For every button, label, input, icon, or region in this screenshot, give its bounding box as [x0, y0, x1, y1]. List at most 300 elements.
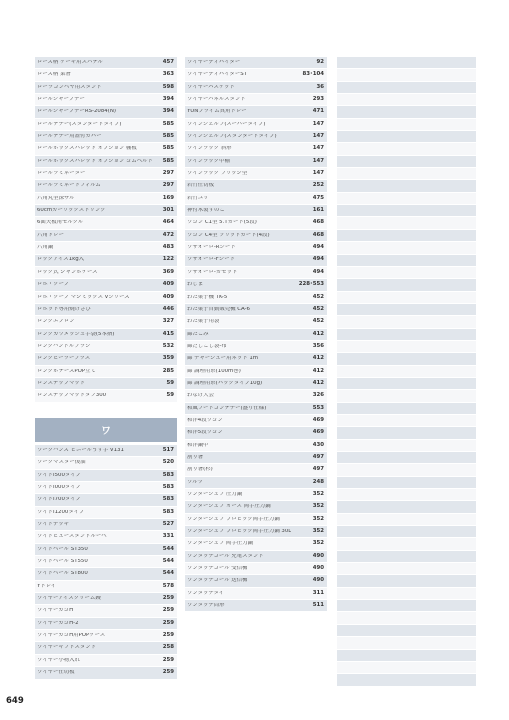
entry-name: ワンダーシェフ プロビッグ両手圧力鍋 [187, 516, 280, 522]
index-entry [185, 575, 327, 587]
entry-page: 92 [316, 58, 324, 65]
empty-row [337, 575, 476, 587]
empty-row [337, 489, 476, 501]
index-entry [35, 445, 177, 457]
entry-name: 若竹仕切板 [187, 183, 214, 189]
entry-name: ワイヤーアイスクリーム鏝 [37, 596, 101, 602]
entry-page: 122 [162, 256, 174, 263]
entry-name: ロールシャープナーRS-2084(N) [37, 109, 116, 115]
index-entry [185, 267, 327, 279]
index-entry [185, 600, 327, 612]
entry-page: 147 [312, 145, 324, 152]
entry-page: 359 [162, 355, 174, 362]
entry-name: ロングホテーズPOP立て [37, 368, 96, 374]
entry-name: ワルツ [187, 479, 204, 485]
entry-page: 327 [162, 318, 174, 325]
index-entry [185, 82, 327, 94]
entry-page: 494 [312, 244, 324, 251]
entry-page: 490 [312, 552, 324, 559]
entry-page: 83･104 [302, 71, 324, 78]
index-entry [185, 403, 327, 415]
empty-row [337, 403, 476, 415]
entry-page: 259 [162, 619, 174, 626]
entry-page: 585 [162, 133, 174, 140]
index-entry [185, 353, 327, 365]
index-entry [35, 57, 177, 69]
entry-page: 147 [312, 170, 324, 177]
entry-name: ワイヤー小物入れ [37, 657, 80, 663]
entry-name: ローラコンベヤ用スタンド [37, 84, 102, 90]
entry-name: ワンタッチコール 受信機 [187, 566, 248, 572]
index-entry [35, 119, 177, 131]
index-entry [185, 106, 327, 118]
empty-row [337, 156, 476, 168]
index-entry [185, 255, 327, 267]
entry-name: ロールテナー用蓋付カバー [37, 134, 102, 140]
entry-page: 430 [312, 441, 324, 448]
index-entry [185, 526, 327, 538]
index-list-ro [35, 57, 177, 403]
entry-page: 369 [162, 268, 174, 275]
entry-page: 471 [312, 108, 324, 115]
entry-page: 394 [162, 96, 174, 102]
entry-name: 若竹ユリ [187, 195, 209, 201]
entry-name: わた菓子自動販売機 CA-6 [187, 306, 250, 312]
entry-page: 301 [162, 207, 174, 214]
index-entry [185, 588, 327, 600]
entry-name: ワインシェルフ(スーパータイプ) [187, 121, 266, 127]
empty-row [337, 57, 476, 69]
entry-name: ワイヤー仕切板 [37, 670, 75, 676]
entry-page: 457 [162, 58, 174, 65]
entry-page: 352 [312, 515, 324, 522]
entry-page: 544 [162, 570, 174, 577]
empty-row [337, 378, 476, 390]
entry-page: 331 [162, 533, 174, 540]
entry-name: 神付木製すのこ [187, 208, 225, 214]
index-entry [185, 180, 327, 192]
index-entry [185, 390, 327, 402]
entry-name: ワンタッチコール 送信機 [187, 578, 248, 584]
entry-page: 583 [162, 496, 174, 503]
index-entry [185, 316, 327, 328]
entry-name: 綿 調理用糸(100m巻) [187, 368, 241, 374]
entry-name: ワイドI000タイプ [37, 484, 81, 490]
empty-row [337, 82, 476, 94]
index-entry [35, 242, 177, 254]
entry-page: 311 [312, 589, 324, 596]
entry-page: 409 [162, 281, 174, 288]
entry-name: ワインラック中棚 [187, 158, 230, 164]
entry-name: ロックアイス1kg入 [37, 257, 85, 263]
entry-name: ワサオーロ-カセット [187, 269, 238, 275]
entry-name: ロールテナー(スタンダードタイプ) [37, 121, 122, 127]
empty-row [337, 526, 476, 538]
entry-page: 544 [162, 558, 174, 565]
index-entry [35, 168, 177, 180]
index-entry [35, 329, 177, 341]
index-entry [35, 279, 177, 291]
index-entry [35, 519, 177, 531]
index-entry [185, 427, 327, 439]
empty-index-rows [337, 57, 476, 687]
empty-row [337, 514, 476, 526]
index-entry [35, 494, 177, 506]
entry-name: 和洋5段ワゴン [187, 430, 223, 436]
index-entry [185, 143, 327, 155]
index-entry [185, 366, 327, 378]
empty-row [337, 637, 476, 649]
entry-name: わなげ大会 [187, 393, 214, 399]
entry-name: ワイヤーギフトスタンド [37, 645, 97, 651]
empty-row [337, 267, 476, 279]
entry-name: ワンダーシェフ プロビッグ両手圧力鍋 30L [187, 529, 292, 535]
entry-name: ローズ柄 菜箸 [37, 72, 71, 78]
entry-page: 585 [162, 120, 174, 127]
entry-name: 60cmガーリックストリング [37, 208, 106, 214]
entry-name: ワゴン C1型 5.Tカート(5段) [187, 220, 257, 226]
index-entry [35, 267, 177, 279]
entry-name: ワイドベール ST550 [37, 559, 88, 565]
index-entry [185, 329, 327, 341]
empty-row [337, 662, 476, 674]
empty-row [337, 279, 476, 291]
index-entry [35, 390, 177, 402]
entry-page: 412 [312, 355, 324, 362]
index-entry [35, 568, 177, 580]
empty-row [337, 650, 476, 662]
entry-name: わた菓子用袋 [187, 319, 220, 325]
empty-row [337, 477, 476, 489]
empty-row [337, 612, 476, 624]
entry-name: ロングカワメッシュ手袋(5本指) [37, 331, 115, 337]
empty-row [337, 341, 476, 353]
entry-page: 517 [162, 446, 174, 453]
entry-name: ワイドI1200タイプ [37, 509, 85, 515]
entry-page: 59 [166, 379, 174, 386]
entry-page: 553 [312, 404, 324, 411]
index-entry [185, 168, 327, 180]
entry-page: 598 [162, 83, 174, 90]
entry-name: ワインシェルフ(スタンダードタイプ) [187, 134, 277, 140]
entry-page: 464 [162, 219, 174, 226]
index-column-3-empty [337, 57, 476, 687]
entry-page: 252 [312, 182, 324, 189]
entry-name: ロールシャープナー [37, 97, 85, 102]
entry-name: ワイヤーカゴH用POPケース [37, 633, 106, 639]
index-list-wa-continued [185, 57, 327, 612]
entry-page: 352 [312, 540, 324, 547]
entry-page: 356 [312, 342, 324, 349]
entry-name: ワイドビュースタンドルーペ [37, 534, 107, 540]
entry-name: 割り箸 [187, 454, 204, 460]
entry-name: ロールボックスパレット オプション ゴムベルト [37, 158, 153, 164]
empty-row [337, 205, 476, 217]
index-entry [185, 489, 327, 501]
index-entry [35, 304, 177, 316]
index-entry [185, 551, 327, 563]
index-entry [185, 563, 327, 575]
entry-name: ワンダーシェフ 両手圧力鍋 [187, 541, 253, 547]
empty-row [337, 292, 476, 304]
index-entry [185, 440, 327, 452]
entry-page: 297 [162, 182, 174, 189]
index-entry [185, 131, 327, 143]
empty-row [337, 119, 476, 131]
index-entry [185, 501, 327, 513]
entry-page: 532 [162, 342, 174, 349]
entry-page: 490 [312, 577, 324, 584]
entry-page: 475 [312, 194, 324, 201]
index-entry [35, 581, 177, 593]
index-entry [35, 353, 177, 365]
index-entry [35, 193, 177, 205]
entry-name: ワイヤーカゴH-2 [37, 620, 79, 626]
entry-page: 412 [312, 367, 324, 374]
empty-row [337, 143, 476, 155]
entry-name: ワンタッチ筒形 [187, 603, 225, 609]
empty-row [337, 625, 476, 637]
entry-page: 259 [162, 632, 174, 639]
entry-page: 583 [162, 508, 174, 515]
entry-page: 363 [162, 71, 174, 78]
entry-page: 415 [162, 330, 174, 337]
entry-page: 297 [162, 170, 174, 177]
empty-row [337, 304, 476, 316]
index-entry [35, 205, 177, 217]
index-entry [185, 452, 327, 464]
index-entry [185, 217, 327, 229]
entry-name: 六角トレー [37, 232, 64, 238]
entry-page: 352 [312, 528, 324, 535]
empty-row [337, 230, 476, 242]
entry-name: YUNプライム真角トレー [187, 109, 247, 115]
empty-row [337, 366, 476, 378]
entry-page: 394 [162, 108, 174, 115]
index-entry [185, 415, 327, 427]
index-entry [35, 507, 177, 519]
index-entry [35, 457, 177, 469]
entry-page: 36 [316, 83, 324, 90]
index-entry [185, 119, 327, 131]
entry-page: 527 [162, 521, 174, 527]
entry-name: ワゴン C4型 ソリッドカート(4段) [187, 232, 270, 238]
entry-name: ワインラック ブリッジ型 [187, 171, 248, 177]
index-entry [185, 378, 327, 390]
entry-name: 綿 調理用糸(バッグタイプ10g) [187, 380, 263, 386]
index-entry [185, 304, 327, 316]
entry-page: 469 [312, 416, 324, 423]
entry-page: 472 [162, 231, 174, 238]
entry-name: ワイドI700タイプ [37, 497, 81, 503]
index-entry [35, 230, 177, 242]
entry-page: 490 [312, 565, 324, 572]
entry-name: ワイヤーバスケット [187, 84, 235, 90]
entry-name: ローズ柄 ケーキ用スパテル [37, 59, 103, 65]
entry-page: 228･553 [298, 281, 324, 288]
entry-page: 583 [162, 483, 174, 490]
empty-row [337, 69, 476, 81]
entry-page: 578 [162, 582, 174, 589]
entry-page: 452 [312, 293, 324, 300]
empty-row [337, 538, 476, 550]
entry-page: 259 [162, 595, 174, 602]
entry-page: 468 [312, 219, 324, 226]
index-entry [35, 94, 177, 106]
index-entry [35, 378, 177, 390]
entry-name: ロック式 ジャンボケース [37, 269, 98, 275]
empty-row [337, 329, 476, 341]
entry-page: 469 [312, 429, 324, 436]
index-entry [35, 667, 177, 679]
index-entry [185, 279, 327, 291]
entry-name: Yトレイ [37, 583, 57, 589]
entry-page: 511 [312, 602, 324, 609]
entry-page: 412 [312, 379, 324, 386]
index-entry [35, 593, 177, 605]
empty-row [337, 551, 476, 563]
empty-row [337, 316, 476, 328]
entry-page: 248 [312, 478, 324, 485]
entry-page: 409 [162, 293, 174, 300]
entry-page: 520 [162, 459, 174, 466]
entry-name: ワイドI500タイプ [37, 472, 81, 478]
empty-row [337, 106, 476, 118]
entry-page: 259 [162, 669, 174, 676]
empty-row [337, 390, 476, 402]
entry-page: 497 [312, 466, 324, 473]
entry-name: ワンダーシェフ オース 両手圧力鍋 [187, 504, 271, 510]
entry-name: 6面天板角セルクル [37, 220, 84, 226]
entry-page: 352 [312, 503, 324, 510]
empty-row [337, 674, 476, 686]
empty-row [337, 563, 476, 575]
empty-row [337, 168, 476, 180]
entry-name: 綿だしこし袋-布 [187, 343, 227, 349]
index-entry [185, 341, 327, 353]
entry-page: 285 [162, 367, 174, 374]
index-entry [185, 94, 327, 106]
entry-page: 352 [312, 491, 324, 497]
entry-page: 446 [162, 305, 174, 312]
index-entry [185, 69, 327, 81]
empty-row [337, 427, 476, 439]
entry-name: ロールラミネートフィルム [37, 183, 101, 189]
entry-name: ワークマスター復油 [37, 460, 86, 466]
entry-name: ロンステップマットタフ300 [37, 393, 107, 399]
index-entry [35, 341, 177, 353]
entry-name: 六角丸型深ザル [37, 195, 75, 201]
section-header-wa: ワ [35, 418, 177, 442]
entry-name: ワンタッチコール 充電スタンド [187, 553, 264, 559]
entry-name: ワサオーロ-Rシート [187, 245, 236, 251]
empty-row [337, 501, 476, 513]
index-entry [35, 531, 177, 543]
entry-name: ロンステップマット [37, 380, 86, 386]
entry-name: 和洋4段ワゴン [187, 417, 223, 423]
entry-page: 258 [162, 644, 174, 651]
entry-page: 259 [162, 607, 174, 614]
entry-page: 147 [312, 133, 324, 140]
index-entry [35, 655, 177, 667]
index-entry [35, 470, 177, 482]
entry-page: 452 [312, 305, 324, 312]
index-entry [35, 630, 177, 642]
index-entry [185, 156, 327, 168]
empty-row [337, 193, 476, 205]
entry-name: 和風フードコンテナー(盛り仕様) [187, 405, 267, 411]
entry-page: 483 [162, 244, 174, 251]
entry-page: 494 [312, 268, 324, 275]
empty-row [337, 464, 476, 476]
index-entry [185, 477, 327, 489]
index-entry [35, 482, 177, 494]
index-entry [185, 538, 327, 550]
entry-name: 六角鍋 [37, 245, 54, 251]
index-entry [35, 143, 177, 155]
entry-name: 割り箸(杉) [187, 467, 213, 473]
entry-page: 169 [162, 194, 174, 201]
entry-name: ワイヤーディバイダーST [187, 72, 248, 78]
entry-page: 412 [312, 330, 324, 337]
empty-row [337, 255, 476, 267]
index-list-wa [35, 445, 177, 680]
index-entry [35, 255, 177, 267]
index-entry [185, 514, 327, 526]
entry-page: 583 [162, 471, 174, 478]
entry-page: 59 [166, 392, 174, 399]
entry-name: ワンタッチタイ [187, 590, 225, 596]
index-entry [35, 316, 177, 328]
entry-name: 綿 チャーシュー用ネット 1m [187, 356, 259, 362]
index-column-1 [35, 57, 177, 680]
entry-name: 和洋鍋中 [187, 442, 209, 448]
empty-row [337, 242, 476, 254]
index-entry [35, 217, 177, 229]
empty-row [337, 217, 476, 229]
index-entry [185, 230, 327, 242]
entry-name: ワイヤーディバイダー [187, 59, 241, 65]
entry-name: ロボット専用焼けさび [37, 306, 91, 312]
empty-row [337, 600, 476, 612]
index-column-2 [185, 57, 327, 612]
entry-name: ロングエプロン [37, 319, 75, 325]
index-entry [185, 464, 327, 476]
entry-page: 259 [162, 656, 174, 663]
entry-name: ワインラック 斜形 [187, 146, 232, 152]
index-entry [35, 605, 177, 617]
index-entry [185, 205, 327, 217]
index-entry [35, 106, 177, 118]
empty-row [337, 94, 476, 106]
entry-name: ロングピーラーブラス [37, 356, 91, 362]
empty-row [337, 180, 476, 192]
empty-row [337, 353, 476, 365]
entry-name: 綿たこみ [187, 331, 209, 337]
page-number: 649 [6, 696, 24, 706]
entry-name: ワイヤーカゴH [37, 608, 74, 614]
entry-name: ワイドデッキ [37, 522, 70, 527]
entry-name: ロボ・クープ マジミックス Vシリーズ [37, 294, 130, 300]
entry-page: 544 [162, 545, 174, 552]
entry-page: 326 [312, 392, 324, 399]
index-entry [35, 618, 177, 630]
index-entry [185, 242, 327, 254]
entry-name: わた菓子機 TK-5 [187, 294, 228, 300]
index-entry [35, 544, 177, 556]
entry-page: 147 [312, 120, 324, 127]
entry-page: 161 [312, 207, 324, 214]
